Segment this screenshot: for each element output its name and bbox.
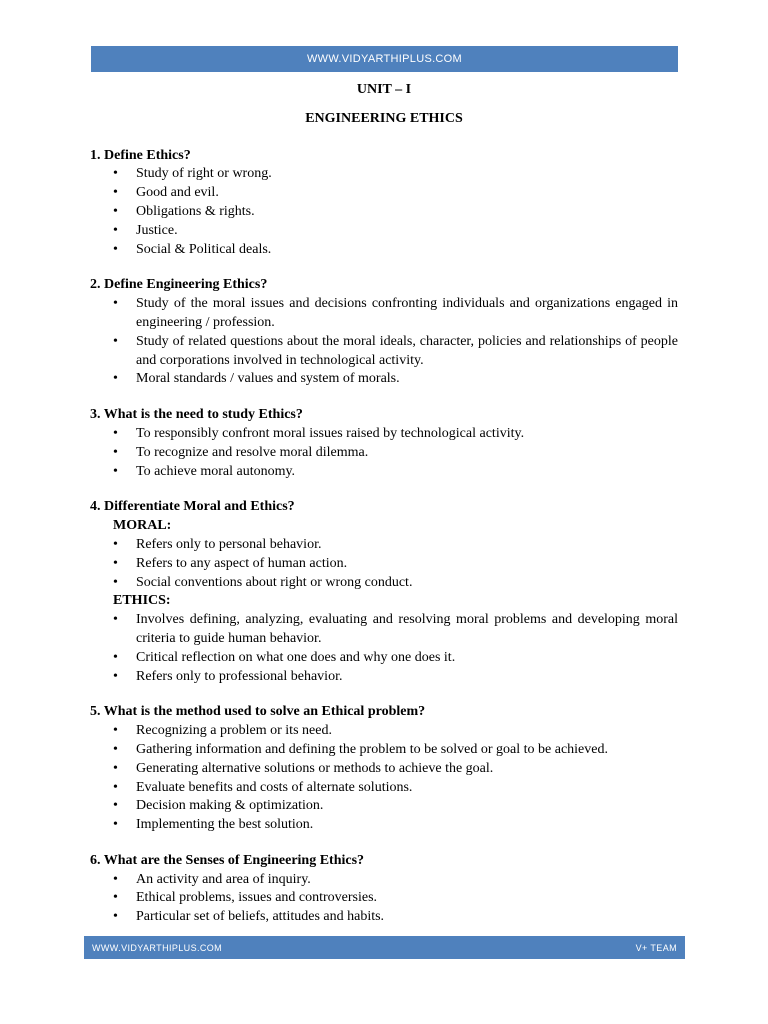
list-item: • Justice. (90, 222, 678, 241)
question-section-1 (90, 147, 678, 260)
question-section-4 (90, 498, 678, 686)
ethics-subheading: ETHICS: (113, 593, 171, 609)
list-item: • Social & Political deals. (90, 241, 678, 260)
page-header-banner (91, 46, 678, 72)
list-item: • Implementing the best solution. (90, 816, 678, 835)
list-item: • Good and evil. (90, 184, 678, 203)
question-heading: 4. Differentiate Moral and Ethics? (90, 499, 295, 515)
list-item: • To recognize and resolve moral dilemma. (90, 444, 678, 463)
list-item: • An activity and area of inquiry. (90, 871, 678, 890)
question-heading: 2. Define Engineering Ethics? (90, 277, 268, 293)
ethics-list (90, 611, 678, 686)
list-item: • Study of related questions about the moral ideals, character, policies and relationships of people and corporations involved in technological activity. (90, 333, 678, 371)
list-item: • Refers only to professional behavior. (90, 668, 678, 687)
list-item: • Evaluate benefits and costs of alternate solutions. (90, 779, 678, 798)
list-item: • Particular set of beliefs, attitudes and habits. (90, 908, 678, 927)
answer-list (90, 165, 678, 259)
question-heading: 1. Define Ethics? (90, 147, 191, 163)
list-item: • Critical reflection on what one does and why one does it. (90, 649, 678, 668)
answer-list (90, 425, 678, 481)
page-footer-banner (84, 936, 685, 959)
list-item: • Study of right or wrong. (90, 165, 678, 184)
moral-list (90, 536, 678, 592)
footer-site-url: WWW.VIDYARTHIPLUS.COM (92, 942, 223, 953)
list-item: • Ethical problems, issues and controversies. (90, 889, 678, 908)
list-item: • Generating alternative solutions or methods to achieve the goal. (90, 760, 678, 779)
footer-team-label: V+ TEAM (635, 942, 677, 953)
list-item: • To achieve moral autonomy. (90, 463, 678, 482)
list-item: • Decision making & optimization. (90, 797, 678, 816)
list-item: • Moral standards / values and system of morals. (90, 370, 678, 389)
question-section-2 (90, 276, 678, 389)
question-section-5 (90, 703, 678, 835)
list-item: • Social conventions about right or wrong conduct. (90, 574, 678, 593)
question-heading: 5. What is the method used to solve an Ethical problem? (90, 704, 426, 720)
header-site-url: WWW.VIDYARTHIPLUS.COM (306, 53, 462, 65)
list-item: • Recognizing a problem or its need. (90, 722, 678, 741)
question-heading: 6. What are the Senses of Engineering Ethics? (90, 852, 365, 868)
answer-list (90, 295, 678, 389)
list-item: • Gathering information and defining the problem to be solved or goal to be achieved. (90, 741, 678, 760)
list-item: • Study of the moral issues and decisions confronting individuals and organizations engaged in engineering / profession. (90, 295, 678, 333)
list-item: • Involves defining, analyzing, evaluating and resolving moral problems and developing moral criteria to guide human behavior. (90, 611, 678, 649)
list-item: • To responsibly confront moral issues raised by technological activity. (90, 425, 678, 444)
question-heading: 3. What is the need to study Ethics? (90, 407, 303, 423)
document-title: ENGINEERING ETHICS (305, 110, 463, 126)
question-section-6 (90, 852, 678, 927)
list-item: • Refers only to personal behavior. (90, 536, 678, 555)
unit-heading: UNIT – I (356, 82, 412, 97)
answer-list (90, 722, 678, 835)
list-item: • Refers to any aspect of human action. (90, 555, 678, 574)
question-section-3 (90, 406, 678, 481)
answer-list (90, 871, 678, 927)
document-body (90, 78, 678, 927)
list-item: • Obligations & rights. (90, 203, 678, 222)
moral-subheading: MORAL: (113, 518, 172, 534)
